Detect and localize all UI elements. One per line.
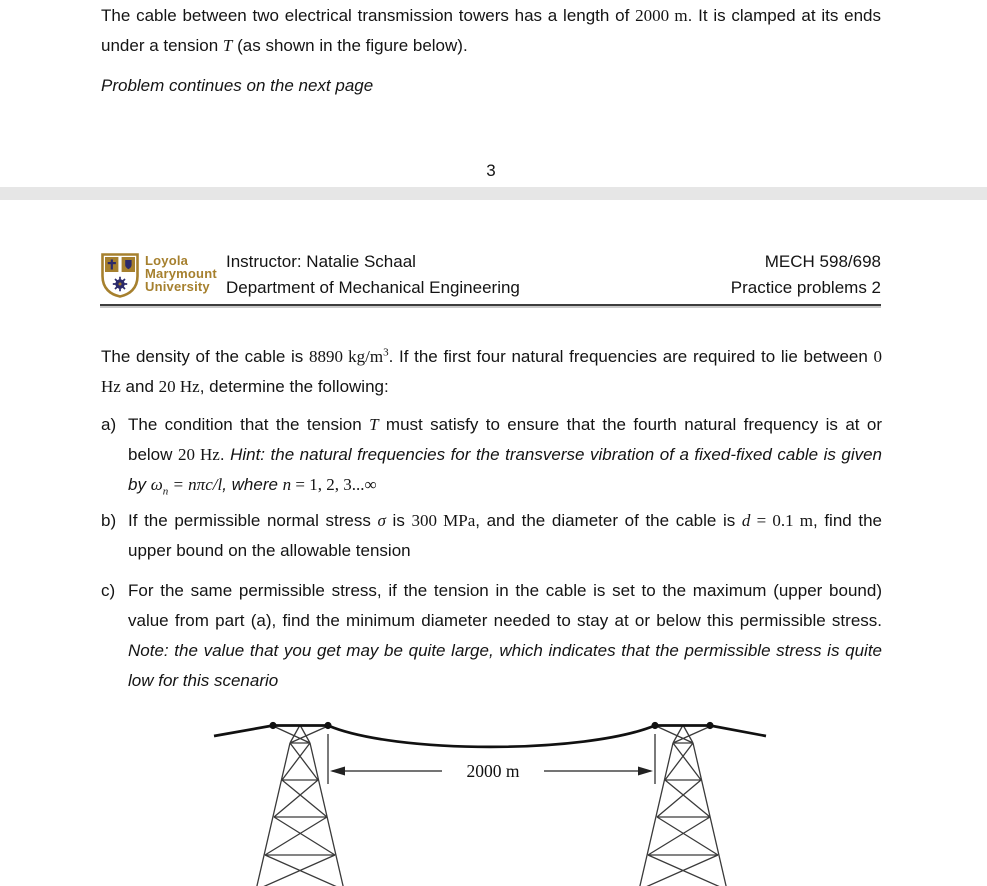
text-run: . It is clamped at its ends under a tension: [101, 6, 881, 55]
lmu-wordmark-line: Loyola: [145, 253, 189, 268]
math-variable: T: [222, 36, 233, 55]
dimension-label: 2000 m: [466, 761, 520, 781]
math-number: 20 Hz: [177, 445, 220, 464]
header-instructor-block: [226, 249, 520, 301]
lmu-wordmark-line: Marymount: [145, 266, 217, 281]
page-body: [101, 342, 882, 886]
hint-text: Hint: the natural frequencies for the transverse vibration of a fixed-fixed cable is given by: [128, 445, 883, 494]
text-run: and: [120, 377, 159, 396]
department-name: Department of Mechanical Engineering: [226, 278, 520, 297]
item-label: c): [101, 581, 116, 600]
instructor-name: Instructor: Natalie Schaal: [226, 252, 416, 271]
density-intro-paragraph: [101, 342, 882, 402]
item-text: If the permissible normal stress σ is 300 MPa, and the diameter of the cable is d = 0.1 m, find the upper bound on the allowable tension: [128, 511, 883, 560]
item-text: For the same permissible stress, if the tension in the cable is set to the maximum (upper bound) value from part (a), find the minimum diameter needed to stay at or below this permissible stress. Note: the value that you get may be quite large, which indicates that the permissible stress is quite low for this scenario: [128, 581, 882, 690]
problem-part-c: [101, 576, 882, 696]
text-run: (as shown in the figure below).: [232, 36, 468, 55]
math-expression: = nπc/l: [168, 475, 223, 494]
text-run: The cable between two electrical transmission towers has a length of: [101, 6, 636, 25]
subscript: n: [162, 485, 169, 498]
cable-line: [214, 726, 766, 747]
problem-part-b: [101, 506, 882, 566]
problem-continues-note: Problem continues on the next page: [101, 76, 374, 95]
item-label: a): [101, 415, 117, 434]
worksheet-title: Practice problems 2: [730, 278, 881, 297]
math-number: 8890 $kg/m^3$: [308, 346, 389, 366]
transmission-towers-figure: [210, 713, 882, 886]
lmu-wordmark-line: University: [145, 279, 210, 294]
text-run: , determine the following:: [199, 377, 389, 396]
pdf-page-3: [0, 0, 987, 187]
left-tower: [256, 725, 344, 886]
course-code: MECH 598/698: [764, 252, 881, 271]
right-tower: [639, 725, 727, 886]
note-text: Note: the value that you get may be quite large, which indicates that the permissible stress is quite low for this scenario: [128, 641, 882, 690]
math-number: 2000 m: [635, 6, 688, 25]
math-variable: n: [282, 475, 292, 494]
math-expression: = 1, 2, 3...∞: [291, 475, 377, 494]
header-course-block: [731, 249, 881, 301]
math-number: 300 MPa: [411, 511, 476, 530]
math-variable: $\omega_n$: [150, 475, 169, 498]
pdf-page-4: [0, 200, 987, 886]
item-label: b): [101, 511, 117, 530]
page-gap-divider: [0, 187, 987, 200]
hint-text: , where: [222, 475, 283, 494]
math-number: 20 Hz: [158, 377, 200, 396]
text-run: The density of the cable is: [101, 347, 309, 366]
math-variable: T: [369, 415, 379, 434]
page-number: 3: [486, 161, 496, 180]
item-text: The condition that the tension T must satisfy to ensure that the fourth natural frequency is at or below 20 Hz. Hint: the natural frequencies for the transverse vibration of a fixed-fixed cable is given by $\omega_n = n\pi c/l$, where n = 1, 2, 3...∞: [128, 415, 883, 498]
math-expression: = 0.1 m: [750, 511, 813, 530]
superscript: 3: [383, 346, 389, 359]
math-number: 0 Hz: [101, 347, 882, 396]
towers-cable-drawing: [210, 713, 770, 886]
problem-part-a: [101, 410, 882, 500]
math-variable: d: [741, 511, 751, 530]
lmu-shield-icon: [100, 252, 140, 298]
lmu-logo-block: [100, 252, 217, 298]
lmu-wordmark: [145, 252, 217, 293]
math-variable: σ: [377, 511, 386, 530]
problem-intro-paragraph: [101, 1, 881, 61]
text-run: . If the first four natural frequencies are required to lie between: [388, 347, 874, 366]
header-rule: [100, 304, 881, 306]
